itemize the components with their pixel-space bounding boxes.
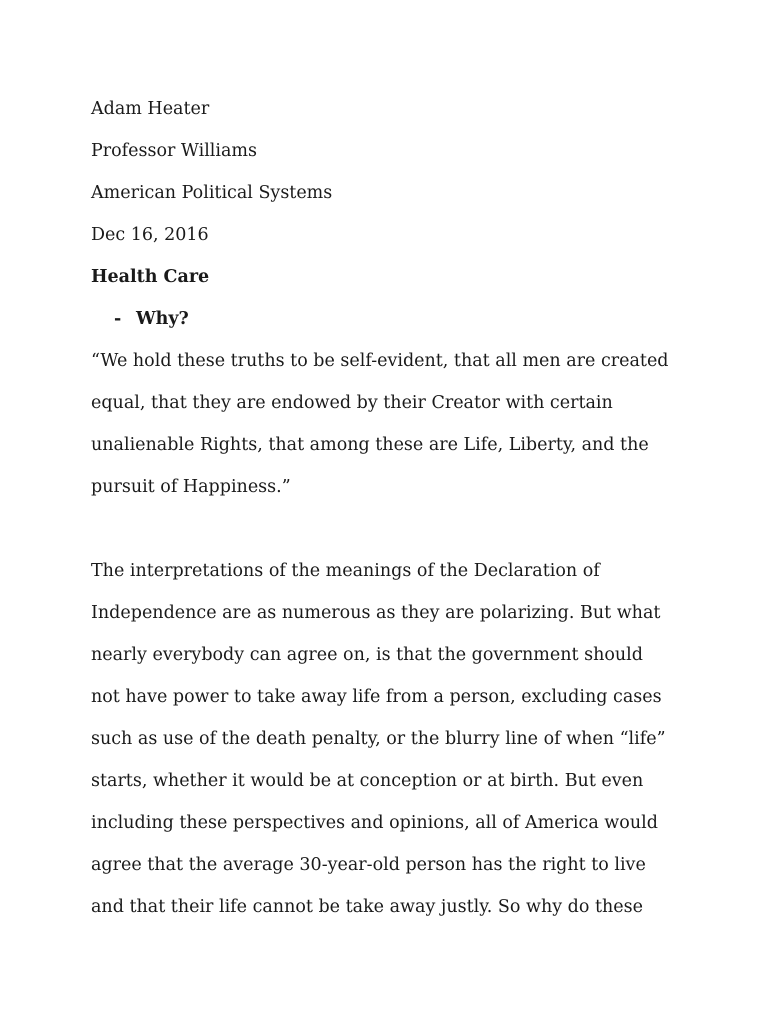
body-line: starts, whether it would be at conception or at birth. But even	[91, 771, 644, 791]
course-name: American Political Systems	[91, 183, 333, 203]
body-line: The interpretations of the meanings of the Declaration of	[91, 561, 600, 581]
bullet-dash: -	[114, 309, 122, 329]
body-line: and that their life cannot be take away justly. So why do these	[91, 897, 643, 917]
body-line: agree that the average 30-year-old person has the right to live	[91, 855, 646, 875]
body-line: including these perspectives and opinions, all of America would	[91, 813, 658, 833]
body-line: Independence are as numerous as they are polarizing. But what	[91, 603, 661, 623]
document-title: Health Care	[91, 267, 210, 287]
document-date: Dec 16, 2016	[91, 225, 209, 245]
professor-name: Professor Williams	[91, 141, 258, 161]
author-name: Adam Heater	[91, 99, 210, 119]
blank-line	[91, 508, 691, 550]
body-line: nearly everybody can agree on, is that the government should	[91, 645, 643, 665]
quote-line: unalienable Rights, that among these are Life, Liberty, and the	[91, 435, 649, 455]
body-line: not have power to take away life from a person, excluding cases	[91, 687, 662, 707]
quote-paragraph	[91, 340, 691, 508]
body-paragraph	[91, 550, 691, 928]
bullet-item	[91, 298, 691, 340]
document-body	[91, 88, 691, 928]
quote-line: “We hold these truths to be self-evident, that all men are created	[91, 351, 669, 371]
bullet-text: Why?	[136, 309, 189, 329]
quote-line: equal, that they are endowed by their Creator with certain	[91, 393, 613, 413]
quote-line: pursuit of Happiness.”	[91, 477, 291, 497]
body-line: such as use of the death penalty, or the blurry line of when “life”	[91, 729, 666, 749]
